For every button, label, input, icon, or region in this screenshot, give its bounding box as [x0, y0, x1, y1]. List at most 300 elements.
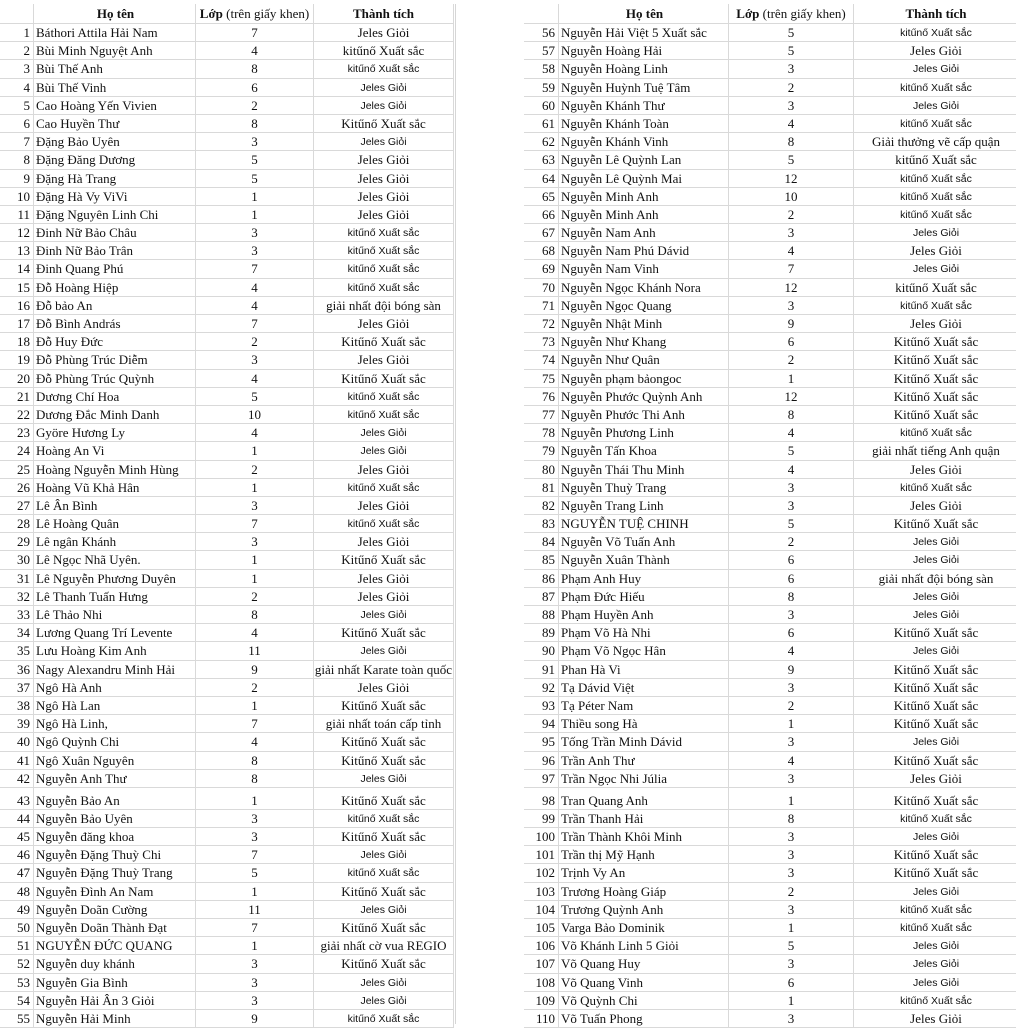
- class-cell[interactable]: 1: [196, 206, 314, 224]
- achievement-cell[interactable]: Jeles Giỏi: [854, 60, 1016, 78]
- row-number-cell[interactable]: 105: [524, 919, 559, 937]
- row-number-cell[interactable]: 54: [0, 992, 34, 1010]
- row-number-cell[interactable]: 98: [524, 788, 559, 810]
- achievement-cell[interactable]: kitűnő Xuất sắc: [854, 992, 1016, 1010]
- name-cell[interactable]: Nguyễn Đặng Thuỳ Trang: [34, 864, 196, 882]
- class-cell[interactable]: 2: [196, 97, 314, 115]
- achievement-cell[interactable]: Jeles Giỏi: [314, 424, 454, 442]
- achievement-cell[interactable]: Kitűnő Xuất sắc: [854, 752, 1016, 770]
- name-cell[interactable]: Võ Tuấn Phong: [559, 1010, 729, 1028]
- name-cell[interactable]: Nguyễn Như Khang: [559, 333, 729, 351]
- name-cell[interactable]: Lê Nguyễn Phương Duyên: [34, 570, 196, 588]
- name-cell[interactable]: Tạ Dávid Việt: [559, 679, 729, 697]
- name-cell[interactable]: Nguyễn Phương Linh: [559, 424, 729, 442]
- row-number-cell[interactable]: 28: [0, 515, 34, 533]
- row-number-cell[interactable]: 71: [524, 297, 559, 315]
- class-cell[interactable]: 6: [729, 551, 854, 569]
- name-cell[interactable]: Trương Hoàng Giáp: [559, 883, 729, 901]
- class-cell[interactable]: 4: [729, 115, 854, 133]
- name-cell[interactable]: Lưu Hoàng Kim Anh: [34, 642, 196, 660]
- name-cell[interactable]: Varga Bảo Dominik: [559, 919, 729, 937]
- class-cell[interactable]: 3: [729, 97, 854, 115]
- name-cell[interactable]: Đỗ Huy Đức: [34, 333, 196, 351]
- achievement-cell[interactable]: Jeles Giỏi: [854, 642, 1016, 660]
- row-number-cell[interactable]: 13: [0, 242, 34, 260]
- header-achievement[interactable]: Thành tích: [314, 4, 454, 24]
- row-number-cell[interactable]: 92: [524, 679, 559, 697]
- name-cell[interactable]: NGUYỄN TUỆ CHINH: [559, 515, 729, 533]
- name-cell[interactable]: Trần Thành Khôi Minh: [559, 828, 729, 846]
- achievement-cell[interactable]: kitűnő Xuất sắc: [314, 1010, 454, 1028]
- class-cell[interactable]: 1: [196, 442, 314, 460]
- achievement-cell[interactable]: Kitűnő Xuất sắc: [854, 715, 1016, 733]
- name-cell[interactable]: Thiều song Hà: [559, 715, 729, 733]
- class-cell[interactable]: 7: [196, 315, 314, 333]
- class-cell[interactable]: 4: [729, 242, 854, 260]
- class-cell[interactable]: 7: [196, 515, 314, 533]
- row-number-cell[interactable]: 31: [0, 570, 34, 588]
- achievement-cell[interactable]: Kitűnő Xuất sắc: [314, 883, 454, 901]
- header-name[interactable]: Họ tên: [34, 4, 196, 24]
- achievement-cell[interactable]: Jeles Giỏi: [314, 992, 454, 1010]
- row-number-cell[interactable]: 35: [0, 642, 34, 660]
- name-cell[interactable]: Nguyễn Hoàng Linh: [559, 60, 729, 78]
- achievement-cell[interactable]: Jeles Giỏi: [854, 770, 1016, 788]
- achievement-cell[interactable]: Kitűnő Xuất sắc: [854, 370, 1016, 388]
- class-cell[interactable]: 5: [196, 388, 314, 406]
- row-number-cell[interactable]: 50: [0, 919, 34, 937]
- name-cell[interactable]: Lê Thảo Nhi: [34, 606, 196, 624]
- row-number-cell[interactable]: 4: [0, 79, 34, 97]
- name-cell[interactable]: Nguyễn Xuân Thành: [559, 551, 729, 569]
- achievement-cell[interactable]: Jeles Giỏi: [314, 606, 454, 624]
- name-cell[interactable]: Nguyễn Bảo Uyên: [34, 810, 196, 828]
- achievement-cell[interactable]: Kitűnő Xuất sắc: [314, 697, 454, 715]
- achievement-cell[interactable]: Jeles Giỏi: [314, 974, 454, 992]
- class-cell[interactable]: 8: [729, 406, 854, 424]
- achievement-cell[interactable]: Kitűnő Xuất sắc: [854, 351, 1016, 369]
- name-cell[interactable]: Báthori Attila Hải Nam: [34, 24, 196, 42]
- class-cell[interactable]: 1: [196, 788, 314, 810]
- header-lop[interactable]: [196, 4, 314, 24]
- name-cell[interactable]: Trần Anh Thư: [559, 752, 729, 770]
- name-cell[interactable]: Đặng Đăng Dương: [34, 151, 196, 169]
- name-cell[interactable]: Đỗ Phùng Trúc Diễm: [34, 351, 196, 369]
- achievement-cell[interactable]: kitűnő Xuất sắc: [854, 151, 1016, 169]
- row-number-cell[interactable]: 78: [524, 424, 559, 442]
- class-cell[interactable]: 3: [729, 770, 854, 788]
- class-cell[interactable]: 3: [196, 992, 314, 1010]
- name-cell[interactable]: Trần thị Mỹ Hạnh: [559, 846, 729, 864]
- name-cell[interactable]: Nguyễn Trang Linh: [559, 497, 729, 515]
- achievement-cell[interactable]: kitűnő Xuất sắc: [314, 406, 454, 424]
- achievement-cell[interactable]: kitűnő Xuất sắc: [854, 901, 1016, 919]
- class-cell[interactable]: 8: [196, 752, 314, 770]
- class-cell[interactable]: 8: [196, 770, 314, 788]
- row-number-cell[interactable]: 2: [0, 42, 34, 60]
- name-cell[interactable]: Phạm Đức Hiếu: [559, 588, 729, 606]
- row-number-cell[interactable]: 14: [0, 260, 34, 278]
- name-cell[interactable]: Nguyễn Nam Anh: [559, 224, 729, 242]
- achievement-cell[interactable]: Kitűnő Xuất sắc: [314, 370, 454, 388]
- class-cell[interactable]: 3: [729, 297, 854, 315]
- achievement-cell[interactable]: Jeles Giỏi: [854, 97, 1016, 115]
- class-cell[interactable]: 3: [729, 864, 854, 882]
- class-cell[interactable]: 5: [196, 170, 314, 188]
- class-cell[interactable]: 3: [196, 974, 314, 992]
- name-cell[interactable]: Đinh Quang Phú: [34, 260, 196, 278]
- row-number-cell[interactable]: 64: [524, 170, 559, 188]
- achievement-cell[interactable]: Kitűnő Xuất sắc: [314, 752, 454, 770]
- class-cell[interactable]: 3: [196, 955, 314, 973]
- row-number-cell[interactable]: 80: [524, 461, 559, 479]
- achievement-cell[interactable]: Kitűnő Xuất sắc: [854, 661, 1016, 679]
- class-cell[interactable]: 1: [196, 883, 314, 901]
- row-number-cell[interactable]: 17: [0, 315, 34, 333]
- name-cell[interactable]: Hoàng Nguyễn Minh Hùng: [34, 461, 196, 479]
- name-cell[interactable]: Võ Khánh Linh 5 Giỏi: [559, 937, 729, 955]
- achievement-cell[interactable]: Giải thưởng vẽ cấp quận: [854, 133, 1016, 151]
- row-number-cell[interactable]: 56: [524, 24, 559, 42]
- achievement-cell[interactable]: Jeles Giỏi: [314, 188, 454, 206]
- row-number-cell[interactable]: 86: [524, 570, 559, 588]
- name-cell[interactable]: Trần Ngọc Nhi Júlia: [559, 770, 729, 788]
- row-number-cell[interactable]: 49: [0, 901, 34, 919]
- class-cell[interactable]: 3: [729, 955, 854, 973]
- achievement-cell[interactable]: kitűnő Xuất sắc: [314, 260, 454, 278]
- achievement-cell[interactable]: Kitűnő Xuất sắc: [854, 406, 1016, 424]
- name-cell[interactable]: Nagy Alexandru Minh Hải: [34, 661, 196, 679]
- class-cell[interactable]: 3: [729, 606, 854, 624]
- name-cell[interactable]: Đỗ Hoàng Hiệp: [34, 279, 196, 297]
- name-cell[interactable]: Nguyễn Lê Quỳnh Lan: [559, 151, 729, 169]
- row-number-cell[interactable]: 21: [0, 388, 34, 406]
- name-cell[interactable]: Đặng Nguyên Linh Chi: [34, 206, 196, 224]
- achievement-cell[interactable]: Jeles Giỏi: [314, 901, 454, 919]
- class-cell[interactable]: 6: [729, 570, 854, 588]
- row-number-cell[interactable]: 100: [524, 828, 559, 846]
- achievement-cell[interactable]: giải nhất đội bóng sàn: [854, 570, 1016, 588]
- name-cell[interactable]: Nguyễn Như Quân: [559, 351, 729, 369]
- row-number-cell[interactable]: 101: [524, 846, 559, 864]
- row-number-cell[interactable]: 108: [524, 974, 559, 992]
- row-number-cell[interactable]: 91: [524, 661, 559, 679]
- achievement-cell[interactable]: Kitűnő Xuất sắc: [314, 955, 454, 973]
- name-cell[interactable]: Dương Chí Hoa: [34, 388, 196, 406]
- class-cell[interactable]: 5: [729, 24, 854, 42]
- row-number-cell[interactable]: 16: [0, 297, 34, 315]
- achievement-cell[interactable]: Jeles Giỏi: [314, 315, 454, 333]
- achievement-cell[interactable]: kitűnő Xuất sắc: [854, 279, 1016, 297]
- achievement-cell[interactable]: Jeles Giỏi: [314, 351, 454, 369]
- achievement-cell[interactable]: kitűnő Xuất sắc: [854, 188, 1016, 206]
- class-cell[interactable]: 4: [196, 733, 314, 751]
- name-cell[interactable]: Nguyễn Anh Thư: [34, 770, 196, 788]
- achievement-cell[interactable]: Jeles Giỏi: [854, 974, 1016, 992]
- row-number-cell[interactable]: 33: [0, 606, 34, 624]
- class-cell[interactable]: 2: [196, 461, 314, 479]
- class-cell[interactable]: 2: [729, 533, 854, 551]
- row-number-cell[interactable]: 44: [0, 810, 34, 828]
- name-cell[interactable]: Võ Quang Huy: [559, 955, 729, 973]
- achievement-cell[interactable]: kitűnő Xuất sắc: [314, 42, 454, 60]
- name-cell[interactable]: Bùi Thế Anh: [34, 60, 196, 78]
- header-no[interactable]: [0, 4, 34, 24]
- name-cell[interactable]: Trương Quỳnh Anh: [559, 901, 729, 919]
- class-cell[interactable]: 3: [729, 733, 854, 751]
- class-cell[interactable]: 4: [196, 279, 314, 297]
- row-number-cell[interactable]: 51: [0, 937, 34, 955]
- row-number-cell[interactable]: 19: [0, 351, 34, 369]
- achievement-cell[interactable]: kitűnő Xuất sắc: [854, 24, 1016, 42]
- class-cell[interactable]: 5: [729, 442, 854, 460]
- row-number-cell[interactable]: 88: [524, 606, 559, 624]
- row-number-cell[interactable]: 104: [524, 901, 559, 919]
- achievement-cell[interactable]: Jeles Giỏi: [314, 497, 454, 515]
- class-cell[interactable]: 3: [196, 351, 314, 369]
- achievement-cell[interactable]: Jeles Giỏi: [314, 133, 454, 151]
- class-cell[interactable]: 8: [196, 115, 314, 133]
- name-cell[interactable]: Ngô Quỳnh Chi: [34, 733, 196, 751]
- row-number-cell[interactable]: 22: [0, 406, 34, 424]
- class-cell[interactable]: 7: [196, 260, 314, 278]
- achievement-cell[interactable]: kitűnő Xuất sắc: [314, 279, 454, 297]
- row-number-cell[interactable]: 107: [524, 955, 559, 973]
- row-number-cell[interactable]: 53: [0, 974, 34, 992]
- achievement-cell[interactable]: Jeles Giỏi: [854, 242, 1016, 260]
- class-cell[interactable]: 2: [729, 206, 854, 224]
- name-cell[interactable]: Nguyễn Hải Việt 5 Xuất sắc: [559, 24, 729, 42]
- name-cell[interactable]: Lê Ân Bình: [34, 497, 196, 515]
- achievement-cell[interactable]: Jeles Giỏi: [314, 588, 454, 606]
- class-cell[interactable]: 12: [729, 388, 854, 406]
- row-number-cell[interactable]: 23: [0, 424, 34, 442]
- row-number-cell[interactable]: 48: [0, 883, 34, 901]
- row-number-cell[interactable]: 76: [524, 388, 559, 406]
- row-number-cell[interactable]: 67: [524, 224, 559, 242]
- achievement-cell[interactable]: Kitűnő Xuất sắc: [854, 624, 1016, 642]
- class-cell[interactable]: 8: [729, 133, 854, 151]
- row-number-cell[interactable]: 109: [524, 992, 559, 1010]
- achievement-cell[interactable]: kitűnő Xuất sắc: [314, 224, 454, 242]
- name-cell[interactable]: Đỗ bảo An: [34, 297, 196, 315]
- name-cell[interactable]: Lê ngân Khánh: [34, 533, 196, 551]
- class-cell[interactable]: 7: [196, 715, 314, 733]
- row-number-cell[interactable]: 99: [524, 810, 559, 828]
- row-number-cell[interactable]: 69: [524, 260, 559, 278]
- row-number-cell[interactable]: 39: [0, 715, 34, 733]
- class-cell[interactable]: 4: [196, 370, 314, 388]
- row-number-cell[interactable]: 62: [524, 133, 559, 151]
- achievement-cell[interactable]: Jeles Giỏi: [314, 533, 454, 551]
- name-cell[interactable]: Nguyễn Hải Minh: [34, 1010, 196, 1028]
- class-cell[interactable]: 1: [729, 715, 854, 733]
- class-cell[interactable]: 8: [729, 588, 854, 606]
- name-cell[interactable]: Bùi Minh Nguyệt Anh: [34, 42, 196, 60]
- achievement-cell[interactable]: Jeles Giỏi: [854, 733, 1016, 751]
- achievement-cell[interactable]: kitűnő Xuất sắc: [854, 297, 1016, 315]
- class-cell[interactable]: 4: [196, 624, 314, 642]
- achievement-cell[interactable]: Jeles Giỏi: [314, 170, 454, 188]
- name-cell[interactable]: Nguyễn Thái Thu Minh: [559, 461, 729, 479]
- name-cell[interactable]: Phạm Anh Huy: [559, 570, 729, 588]
- achievement-cell[interactable]: kitűnő Xuất sắc: [314, 810, 454, 828]
- row-number-cell[interactable]: 65: [524, 188, 559, 206]
- class-cell[interactable]: 4: [729, 642, 854, 660]
- class-cell[interactable]: 2: [729, 883, 854, 901]
- name-cell[interactable]: Nguyễn Gia Bình: [34, 974, 196, 992]
- class-cell[interactable]: 6: [729, 974, 854, 992]
- name-cell[interactable]: Nguyễn Phước Thi Anh: [559, 406, 729, 424]
- class-cell[interactable]: 2: [729, 79, 854, 97]
- name-cell[interactable]: Györe Hương Ly: [34, 424, 196, 442]
- achievement-cell[interactable]: Jeles Giỏi: [314, 642, 454, 660]
- achievement-cell[interactable]: kitűnő Xuất sắc: [854, 170, 1016, 188]
- row-number-cell[interactable]: 3: [0, 60, 34, 78]
- name-cell[interactable]: Nguyễn Nam Vinh: [559, 260, 729, 278]
- class-cell[interactable]: 1: [196, 479, 314, 497]
- name-cell[interactable]: Nguyễn duy khánh: [34, 955, 196, 973]
- row-number-cell[interactable]: 94: [524, 715, 559, 733]
- name-cell[interactable]: Nguyễn Tấn Khoa: [559, 442, 729, 460]
- name-cell[interactable]: Đặng Hà Trang: [34, 170, 196, 188]
- class-cell[interactable]: 9: [729, 661, 854, 679]
- class-cell[interactable]: 4: [729, 461, 854, 479]
- achievement-cell[interactable]: Kitűnő Xuất sắc: [314, 828, 454, 846]
- name-cell[interactable]: Nguyễn Minh Anh: [559, 206, 729, 224]
- row-number-cell[interactable]: 85: [524, 551, 559, 569]
- row-number-cell[interactable]: 30: [0, 551, 34, 569]
- class-cell[interactable]: 10: [196, 406, 314, 424]
- class-cell[interactable]: 5: [196, 151, 314, 169]
- class-cell[interactable]: 8: [729, 810, 854, 828]
- row-number-cell[interactable]: 87: [524, 588, 559, 606]
- achievement-cell[interactable]: Jeles Giỏi: [314, 24, 454, 42]
- achievement-cell[interactable]: Jeles Giỏi: [314, 461, 454, 479]
- class-cell[interactable]: 8: [196, 606, 314, 624]
- class-cell[interactable]: 8: [196, 60, 314, 78]
- name-cell[interactable]: Đỗ Bình András: [34, 315, 196, 333]
- name-cell[interactable]: Nguyễn Lê Quỳnh Mai: [559, 170, 729, 188]
- achievement-cell[interactable]: Kitűnő Xuất sắc: [314, 919, 454, 937]
- row-number-cell[interactable]: 45: [0, 828, 34, 846]
- name-cell[interactable]: Nguyễn phạm bảongoc: [559, 370, 729, 388]
- header-name[interactable]: Họ tên: [559, 4, 729, 24]
- name-cell[interactable]: Phạm Võ Hà Nhi: [559, 624, 729, 642]
- achievement-cell[interactable]: Jeles Giỏi: [854, 828, 1016, 846]
- row-number-cell[interactable]: 8: [0, 151, 34, 169]
- row-number-cell[interactable]: 72: [524, 315, 559, 333]
- achievement-cell[interactable]: Jeles Giỏi: [854, 588, 1016, 606]
- row-number-cell[interactable]: 90: [524, 642, 559, 660]
- achievement-cell[interactable]: Kitűnő Xuất sắc: [854, 333, 1016, 351]
- achievement-cell[interactable]: giải nhất toán cấp tỉnh: [314, 715, 454, 733]
- achievement-cell[interactable]: Kitűnő Xuất sắc: [314, 788, 454, 810]
- class-cell[interactable]: 3: [729, 60, 854, 78]
- achievement-cell[interactable]: Kitűnő Xuất sắc: [314, 115, 454, 133]
- name-cell[interactable]: Hoàng Vũ Khả Hân: [34, 479, 196, 497]
- class-cell[interactable]: 3: [729, 497, 854, 515]
- achievement-cell[interactable]: Jeles Giỏi: [854, 955, 1016, 973]
- row-number-cell[interactable]: 9: [0, 170, 34, 188]
- class-cell[interactable]: 9: [196, 1010, 314, 1028]
- row-number-cell[interactable]: 110: [524, 1010, 559, 1028]
- name-cell[interactable]: Trần Thanh Hải: [559, 810, 729, 828]
- class-cell[interactable]: 9: [196, 661, 314, 679]
- row-number-cell[interactable]: 74: [524, 351, 559, 369]
- achievement-cell[interactable]: Jeles Giỏi: [314, 79, 454, 97]
- class-cell[interactable]: 3: [729, 1010, 854, 1028]
- row-number-cell[interactable]: 83: [524, 515, 559, 533]
- name-cell[interactable]: Lương Quang Trí Levente: [34, 624, 196, 642]
- achievement-cell[interactable]: kitűnő Xuất sắc: [854, 79, 1016, 97]
- class-cell[interactable]: 4: [196, 424, 314, 442]
- class-cell[interactable]: 2: [196, 588, 314, 606]
- class-cell[interactable]: 4: [196, 297, 314, 315]
- achievement-cell[interactable]: Jeles Giỏi: [314, 442, 454, 460]
- row-number-cell[interactable]: 68: [524, 242, 559, 260]
- achievement-cell[interactable]: Jeles Giỏi: [854, 606, 1016, 624]
- class-cell[interactable]: 4: [196, 42, 314, 60]
- achievement-cell[interactable]: Kitűnő Xuất sắc: [854, 679, 1016, 697]
- class-cell[interactable]: 5: [729, 937, 854, 955]
- name-cell[interactable]: Võ Quỳnh Chi: [559, 992, 729, 1010]
- row-number-cell[interactable]: 66: [524, 206, 559, 224]
- name-cell[interactable]: Nguyễn Nam Phú Dávid: [559, 242, 729, 260]
- achievement-cell[interactable]: Jeles Giỏi: [314, 97, 454, 115]
- achievement-cell[interactable]: Kitűnő Xuất sắc: [854, 846, 1016, 864]
- class-cell[interactable]: 7: [196, 24, 314, 42]
- class-cell[interactable]: 1: [196, 188, 314, 206]
- class-cell[interactable]: 7: [196, 846, 314, 864]
- class-cell[interactable]: 2: [196, 333, 314, 351]
- row-number-cell[interactable]: 63: [524, 151, 559, 169]
- achievement-cell[interactable]: Jeles Giỏi: [854, 551, 1016, 569]
- row-number-cell[interactable]: 12: [0, 224, 34, 242]
- name-cell[interactable]: Tạ Péter Nam: [559, 697, 729, 715]
- class-cell[interactable]: 4: [729, 424, 854, 442]
- name-cell[interactable]: Nguyễn Đình An Nam: [34, 883, 196, 901]
- achievement-cell[interactable]: giải nhất cờ vua REGIO: [314, 937, 454, 955]
- name-cell[interactable]: Nguyễn Phước Quỳnh Anh: [559, 388, 729, 406]
- class-cell[interactable]: 3: [729, 901, 854, 919]
- row-number-cell[interactable]: 29: [0, 533, 34, 551]
- achievement-cell[interactable]: Kitűnő Xuất sắc: [854, 515, 1016, 533]
- achievement-cell[interactable]: Jeles Giỏi: [854, 883, 1016, 901]
- name-cell[interactable]: Nguyễn Khánh Thư: [559, 97, 729, 115]
- row-number-cell[interactable]: 7: [0, 133, 34, 151]
- row-number-cell[interactable]: 57: [524, 42, 559, 60]
- name-cell[interactable]: Võ Quang Vinh: [559, 974, 729, 992]
- class-cell[interactable]: 3: [196, 224, 314, 242]
- class-cell[interactable]: 1: [729, 919, 854, 937]
- class-cell[interactable]: 1: [196, 697, 314, 715]
- row-number-cell[interactable]: 103: [524, 883, 559, 901]
- row-number-cell[interactable]: 75: [524, 370, 559, 388]
- class-cell[interactable]: 3: [729, 224, 854, 242]
- achievement-cell[interactable]: Kitűnő Xuất sắc: [314, 333, 454, 351]
- achievement-cell[interactable]: kitűnő Xuất sắc: [854, 479, 1016, 497]
- achievement-cell[interactable]: Jeles Giỏi: [854, 260, 1016, 278]
- achievement-cell[interactable]: Kitűnő Xuất sắc: [854, 864, 1016, 882]
- class-cell[interactable]: 3: [196, 497, 314, 515]
- class-cell[interactable]: 3: [196, 133, 314, 151]
- name-cell[interactable]: Đặng Hà Vy ViVi: [34, 188, 196, 206]
- class-cell[interactable]: 2: [729, 351, 854, 369]
- class-cell[interactable]: 7: [729, 260, 854, 278]
- row-number-cell[interactable]: 38: [0, 697, 34, 715]
- name-cell[interactable]: Nguyễn Bảo An: [34, 788, 196, 810]
